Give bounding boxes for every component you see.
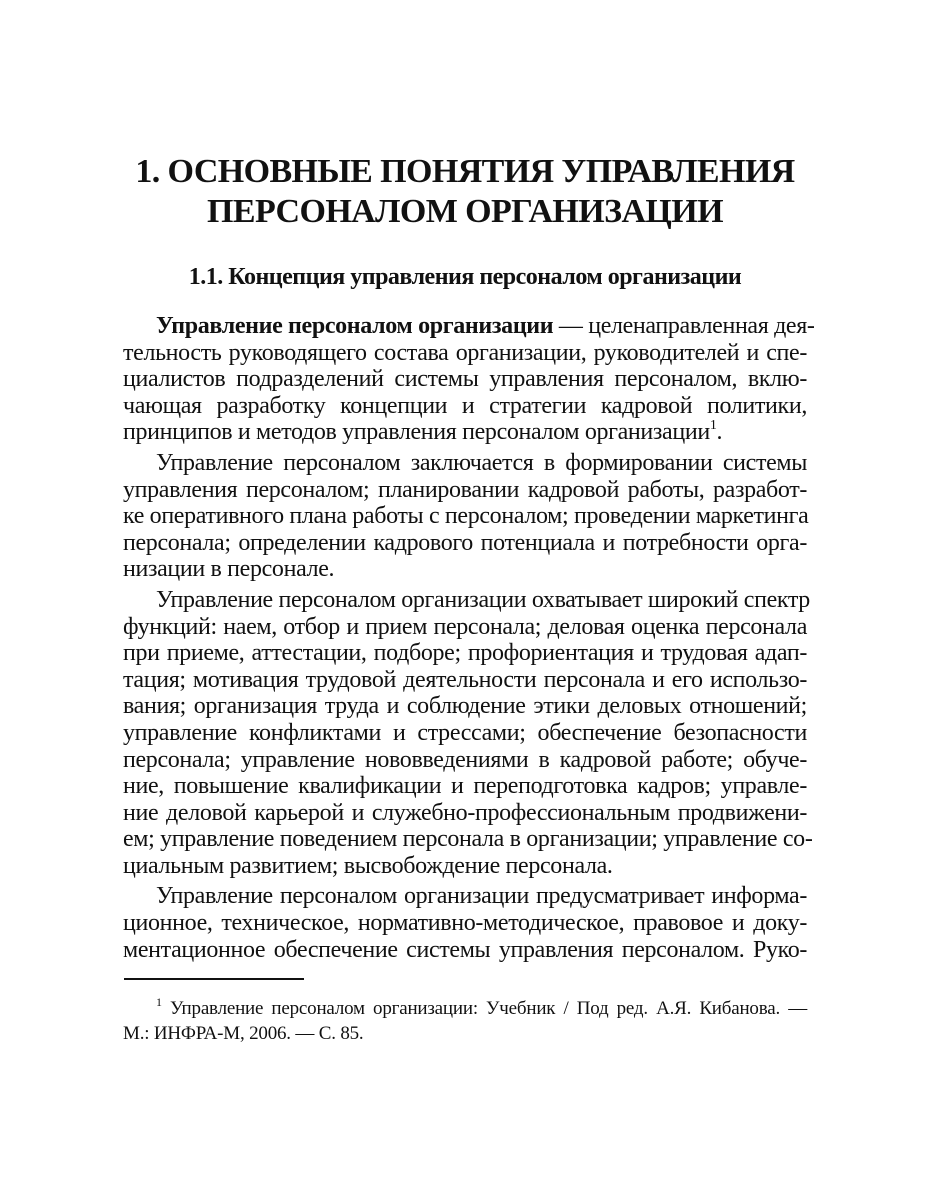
text-line: ние, повышение квалификации и переподготовка кадров; управле- — [123, 773, 807, 800]
text-line: циальным развитием; высвобождение персонала. — [123, 852, 613, 879]
text-line: управления персоналом; планировании кадровой работы, разработ- — [123, 476, 807, 503]
text-line — [123, 419, 807, 446]
text-line: ем; управление поведением персонала в организации; управление со- — [123, 826, 813, 853]
footnote-line — [123, 996, 807, 1021]
text-fragment: — целенаправленная дея- — [553, 313, 815, 339]
text-line: чающая разработку концепции и стратегии кадровой политики, — [123, 392, 807, 419]
text-line: управление конфликтами и стрессами; обеспечение безопасности — [123, 719, 807, 746]
text-line: Управление персоналом заключается в формировании системы — [156, 449, 807, 476]
footnote-separator — [124, 978, 304, 980]
body-text — [123, 313, 815, 967]
paragraph-4 — [123, 883, 807, 963]
text-line: при приеме, аттестации, подборе; профориентация и трудовая адап- — [123, 640, 807, 667]
footnote — [123, 996, 807, 1046]
paragraph-2 — [123, 450, 807, 583]
footnote-reference[interactable]: 1 — [709, 418, 717, 434]
text-line: Управление персоналом организации охватывает широкий спектр — [156, 586, 810, 613]
text-line: вания; организация труда и соблюдение этики деловых отношений; — [123, 693, 807, 720]
text-line: тельность руководящего состава организации, руководителей и спе- — [123, 339, 807, 366]
text-line: низации в персонале. — [123, 556, 335, 583]
footnote-line: М.: ИНФРА-М, 2006. — С. 85. — [123, 1023, 364, 1044]
defined-term: Управление персоналом организации — [156, 313, 554, 339]
text-line: персонала; определении кадрового потенциала и потребности орга- — [123, 529, 807, 556]
text-fragment: Управление персоналом организации: Учебник / Под ред. А.Я. Кибанова. — — [161, 998, 807, 1019]
text-fragment: . — [716, 419, 723, 446]
text-line: Управление персоналом организации предусматривает информа- — [156, 883, 807, 910]
text-line: ние деловой карьерой и служебно-профессиональным продвижени- — [123, 799, 807, 826]
chapter-title-line: 1. ОСНОВНЫЕ ПОНЯТИЯ УПРАВЛЕНИЯ — [135, 153, 795, 190]
chapter-title — [100, 152, 830, 232]
text-line: ментационное обеспечение системы управления персоналом. Руко- — [123, 936, 807, 963]
text-line: тация; мотивация трудовой деятельности персонала и его использо- — [123, 666, 807, 693]
text-line: ке оперативного плана работы с персоналом; проведении маркетинга — [123, 503, 809, 530]
text-line — [123, 313, 815, 340]
paragraph-3 — [123, 586, 813, 880]
text-fragment: принципов и методов управления персоналом организации — [123, 419, 710, 446]
text-line: циалистов подразделений системы управления персоналом, вклю- — [123, 366, 807, 393]
footnote-number: 1 — [156, 995, 162, 1009]
text-line: персонала; управление нововведениями в кадровой работе; обуче- — [123, 746, 807, 773]
text-line: функций: наем, отбор и прием персонала; деловая оценка персонала — [123, 613, 807, 640]
paragraph-definition — [123, 313, 815, 446]
section-title: 1.1. Концепция управления персоналом организации — [188, 264, 742, 290]
chapter-title-line: ПЕРСОНАЛОМ ОРГАНИЗАЦИИ — [207, 193, 723, 230]
text-line: ционное, техническое, нормативно-методическое, правовое и доку- — [123, 910, 807, 937]
